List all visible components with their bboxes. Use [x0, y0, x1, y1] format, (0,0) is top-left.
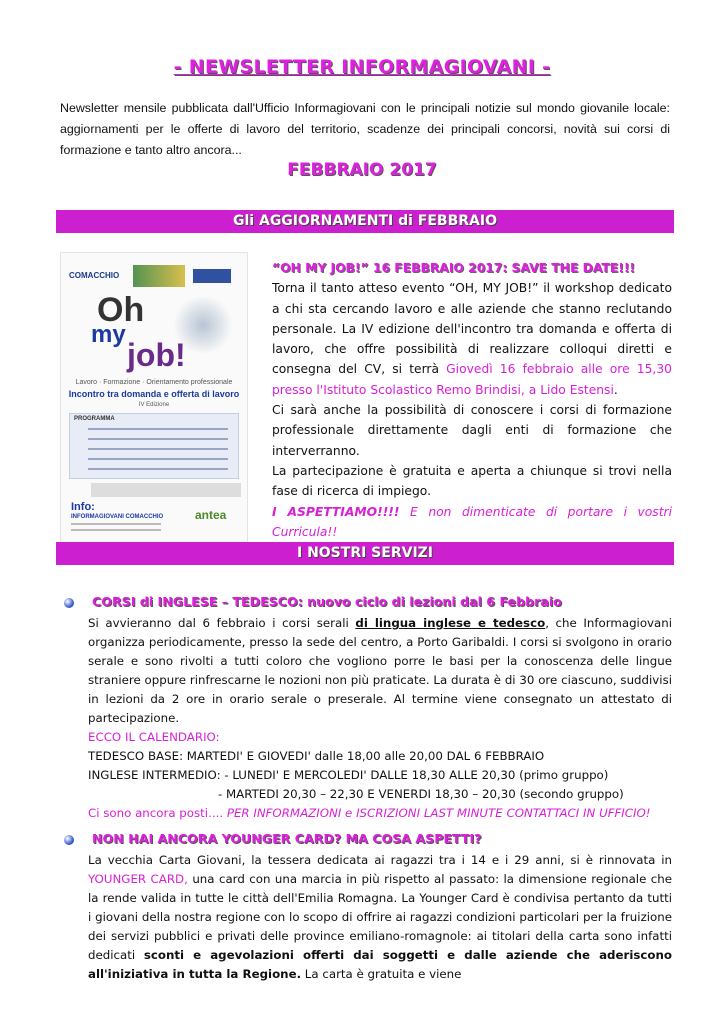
newsletter-title: - NEWSLETTER INFORMAGIOVANI - [173, 56, 551, 78]
english-languages: di lingua inglese e tedesco [355, 616, 546, 630]
calendar-line-german: TEDESCO BASE: MARTEDI' E GIOVEDI' dalle 18,00 alle 20,00 DAL 6 FEBBRAIO [88, 749, 545, 763]
program-label: PROGRAMMA [74, 416, 115, 422]
calendar-label: ECCO IL CALENDARIO: [88, 730, 220, 744]
event-closing [272, 502, 672, 543]
english-text: Si avvieranno dal 6 febbraio i corsi serali [88, 616, 356, 630]
event-paragraph: La partecipazione è gratuita e aperta a chiunque si trovi nella fase di ricerca di impiego. [272, 463, 672, 499]
comacchio-logo: COMACCHIO [69, 271, 120, 280]
poster-info-name: INFORMAGIOVANI COMACCHIO [71, 514, 164, 520]
poster-program-box [69, 413, 239, 479]
poster-note [91, 483, 241, 497]
english-course-title: CORSI di INGLESE – TEDESCO: nuovo ciclo di lezioni dal 6 Febbraio [92, 594, 562, 609]
poster-headline: Incontro tra domanda e offerta di lavoro [68, 389, 240, 399]
antea-logo: antea [195, 508, 227, 522]
poster-info-label: Info: [71, 501, 95, 513]
event-paragraph: Ci sarà anche la possibilità di conoscere i corsi di formazione professionale direttamente dagli enti di formazione che interverranno. [272, 403, 672, 458]
card-text: una card con una marcia in più rispetto al passato: la dimensione regionale che la rende valida in tutte le città dell'Emilia Romagna. La Younger Card è condivisa pertanto da tutti i giovani della nostra regione con lo scopo di offrire ai ragazzi condizioni particolari per la fruizione dei servizi pubblici e privati delle province emiliano-romagnole: ai titolari della carta sono infatti dedicati [88, 872, 672, 962]
calendar-line-english-1: INGLESE INTERMEDIO: - LUNEDI' E MERCOLEDI' DALLE 18,30 ALLE 20,30 (primo gruppo) [88, 768, 609, 782]
services-section-bar: I NOSTRI SERVIZI [56, 542, 674, 565]
poster-oh: Oh [97, 291, 145, 329]
month-heading: FEBBRAIO 2017 [287, 160, 437, 180]
english-course-text [88, 614, 672, 728]
program-line [88, 458, 228, 460]
younger-card-text [88, 851, 672, 984]
event-title: “OH MY JOB!” 16 FEBBRAIO 2017: SAVE THE DATE!!! [272, 261, 636, 275]
card-discounts: sconti e agevolazioni offerti dai soggetti e dalle aziende che aderiscono all'iniziativa in tutta la Regione. [88, 948, 672, 981]
places-available [88, 804, 672, 823]
intro-paragraph: Newsletter mensile pubblicata dall'Ufficio Informagiovani con le principali notizie sul mondo giovanile locale: aggiornamenti per le offerte di lavoro del territorio, scadenze dei principali concorsi, novità sui corsi di formazione e tanto altro ancora... [60, 101, 670, 157]
places-contact: PER INFORMAZIONI e ISCRIZIONI LAST MINUTE CONTATTACI IN UFFICIO! [223, 806, 651, 820]
event-date-location: Giovedì 16 febbraio alle ore 15,30 presso l'Istituto Scolastico Remo Brindisi, a Lido Estensi [272, 362, 672, 397]
program-line [88, 428, 228, 430]
region-logo [193, 269, 231, 283]
centro-logo [133, 265, 185, 287]
poster-logos [61, 261, 247, 291]
bullet-icon [64, 835, 74, 845]
poster-address-line [71, 523, 161, 525]
event-poster-image [60, 252, 248, 544]
bullet-icon [64, 598, 74, 608]
card-text: La vecchia Carta Giovani, la tessera dedicata ai ragazzi tra i 14 e i 29 anni, si è rinnovata in [88, 853, 672, 867]
calendar-line-english-2: - MARTEDI 20,30 – 22,30 E VENERDI 18,30 – 20,30 (secondo gruppo) [218, 787, 624, 801]
program-line [88, 468, 228, 470]
card-text: La carta è gratuita e viene [301, 967, 462, 981]
program-line [88, 448, 228, 450]
updates-section-bar: Gli AGGIORNAMENTI di FEBBRAIO [56, 210, 674, 233]
poster-address-line [71, 529, 161, 531]
event-paragraph [272, 278, 672, 400]
event-text: Torna il tanto atteso evento “OH, MY JOB!” il workshop dedicato a chi sta cercando lavoro e alle aziende che stanno reclutando personale. La IV edizione dell'incontro tra domanda e offerta di lavoro, che offre possibilità di realizzare colloqui diretti e consegna del CV, si terrà [272, 281, 672, 377]
event-article [272, 258, 672, 542]
english-course-body [88, 614, 672, 823]
poster-subtitle: Lavoro · Formazione · Orientamento professionale [75, 379, 233, 386]
poster-job: job! [127, 337, 186, 373]
younger-card-body [88, 851, 672, 984]
event-closing-bold: I ASPETTIAMO!!!! [272, 504, 400, 519]
program-line [88, 438, 228, 440]
places-text: Ci sono ancora posti.... [88, 806, 224, 820]
english-text: , che Informagiovani organizza periodicamente, presso la sede del centro, a Porto Garibaldi. I corsi si svolgono in orario serale e sono rivolti a tutti coloro che vogliono porre le basi per la conoscenza delle lingue straniere oppure rinfrescarne le nozioni non più praticate. La durata è di 30 ore ciascuno, suddivisi in lezioni da 2 ore in orario serale o preserale. Al termine viene consegnato un attestato di partecipazione. [88, 616, 673, 725]
card-name: YOUNGER CARD, [88, 872, 188, 886]
younger-card-title: NON HAI ANCORA YOUNGER CARD? MA COSA ASPETTI? [92, 831, 482, 846]
poster-edition: IV Edizione [138, 402, 170, 408]
event-closing-text: E non dimenticate di portare i vostri Curricula!! [272, 504, 672, 539]
event-text: . [613, 382, 618, 397]
poster-my: my [91, 321, 126, 348]
